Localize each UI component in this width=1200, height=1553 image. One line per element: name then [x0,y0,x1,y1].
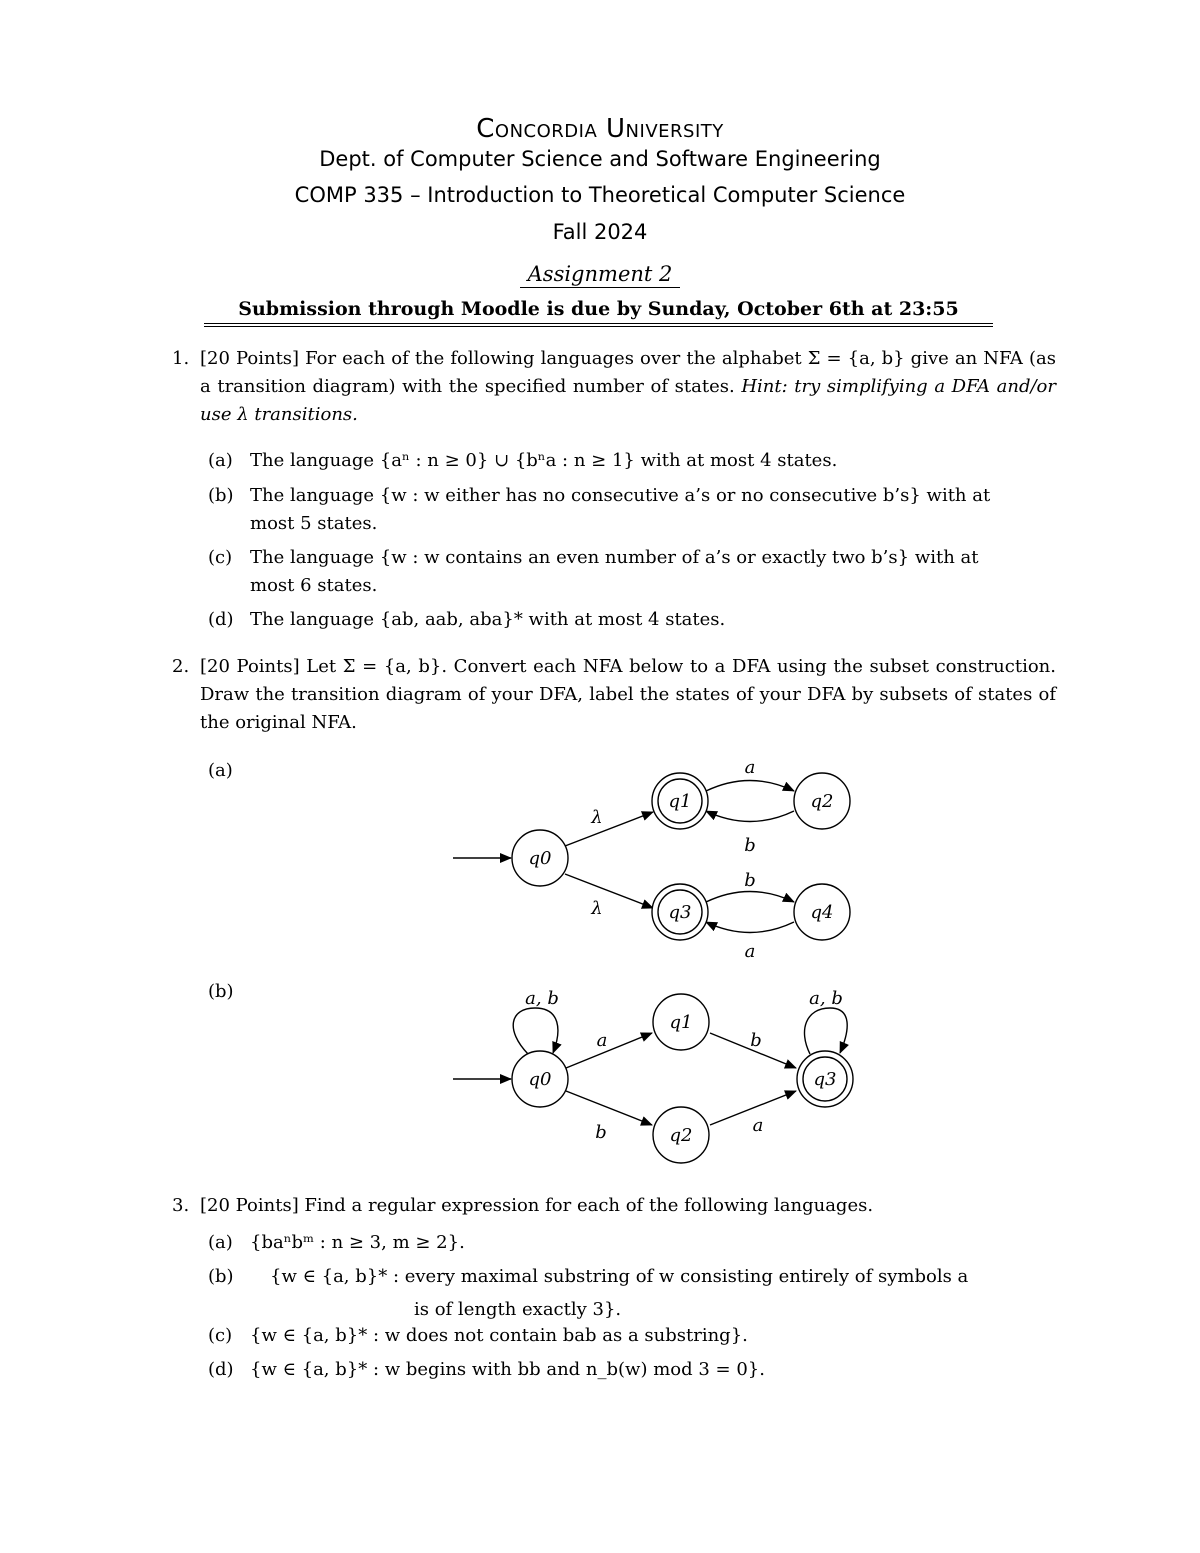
q3-part-c-label: (c) [208,1325,233,1346]
nfa-a-q4-label: q4 [810,902,834,923]
q1-part-c-text-cont: most 6 states. [250,575,378,596]
q1-intro-text: [20 Points] For each of the following languages over the alphabet Σ = {a, b} give an NFA (as a transition diagram) with the specified number of states. [200,348,1056,397]
nfa-b-loop-q3-label: a, b [809,988,843,1009]
nfa-a-edge-q1-q2 [706,781,794,792]
q1-part-a-text: The language {aⁿ : n ≥ 0} ∪ {bⁿa : n ≥ 1} with at most 4 states. [250,450,838,471]
nfa-b-edge-q0-q2 [566,1091,652,1125]
nfa-a-edge-q0-q3-label: λ [591,898,603,919]
due-date: Submission through Moodle is due by Sunday, October 6th at 23:55 [204,298,993,327]
department-name: Dept. of Computer Science and Software Engineering [319,147,881,171]
q3-number: 3. [172,1195,190,1216]
nfa-b-edge-q0-q1 [566,1033,652,1068]
nfa-b-edge-q2-q3-label: a [752,1115,764,1136]
q3-part-a-label: (a) [208,1232,233,1253]
q3-part-c-text: {w ∈ {a, b}* : w does not contain bab as a substring}. [250,1325,748,1346]
nfa-b [453,994,853,1163]
nfa-b-q2-label: q2 [669,1125,693,1146]
q1-number: 1. [172,348,190,369]
nfa-a-edge-q0-q1-label: λ [591,807,603,828]
nfa-a-edge-q0-q3 [565,874,653,908]
nfa-a-edge-q2-q1-label: b [744,835,756,856]
q1-part-d-label: (d) [208,609,234,630]
q3-part-d-text: {w ∈ {a, b}* : w begins with bb and n_b(w) mod 3 = 0}. [250,1359,765,1380]
nfa-a-edge-q3-q4-label: b [744,870,756,891]
nfa-a-edge-q1-q2-label: a [744,757,756,778]
nfa-b-q0-label: q0 [528,1069,552,1090]
q1-hint: Hint: try simplifying a DFA and/or use λ transitions. [200,376,1056,425]
nfa-b-q3-label: q3 [813,1069,837,1090]
nfa-a-edge-q4-q3-label: a [744,941,756,962]
q1-part-c-label: (c) [208,547,233,568]
nfa-a-q3-label: q3 [668,902,692,923]
nfa-a-edge-q2-q1 [706,811,794,822]
q3-part-b-text-cont: is of length exactly 3}. [414,1299,622,1320]
university-name: Concordia University [476,114,724,144]
q1-part-c-text: The language {w : w contains an even number of a’s or exactly two b’s} with at [250,547,979,568]
nfa-a [453,773,850,940]
q3-part-b-label: (b) [208,1266,234,1287]
nfa-a-edge-q0-q1 [565,812,653,846]
q1-part-b-text-cont: most 5 states. [250,513,378,534]
q3-part-b-text: {w ∈ {a, b}* : every maximal substring of w consisting entirely of symbols a [270,1266,969,1287]
course-title: COMP 335 – Introduction to Theoretical Computer Science [294,183,906,207]
nfa-b-edge-q0-q1-label: a [596,1030,608,1051]
nfa-b-loop-q0-label: a, b [525,988,559,1009]
q3-intro: [20 Points] Find a regular expression for each of the following languages. [200,1195,874,1216]
nfa-b-edge-q0-q2-label: b [595,1122,607,1143]
q1-part-d-text: The language {ab, aab, aba}* with at most 4 states. [250,609,726,630]
nfa-a-edge-q3-q4 [706,892,794,903]
nfa-b-edge-q1-q3-label: b [750,1030,762,1051]
nfa-b-loop-q3 [804,1008,847,1054]
nfa-a-q1-label: q1 [668,791,692,812]
nfa-a-q0-label: q0 [528,848,552,869]
nfa-b-loop-q0 [513,1008,558,1054]
q2-diagram-b-label: (b) [208,981,234,1002]
q1-part-a-label: (a) [208,450,233,471]
q2-number: 2. [172,656,190,677]
nfa-a-q2-label: q2 [810,791,834,812]
assignment-title: Assignment 2 [520,262,681,288]
q1-part-b-text: The language {w : w either has no consecutive a’s or no consecutive b’s} with at [250,485,991,506]
q1-part-b-label: (b) [208,485,234,506]
nfa-a-edge-q4-q3 [706,922,794,933]
q3-part-d-label: (d) [208,1359,234,1380]
q2-diagram-a-label: (a) [208,760,233,781]
term: Fall 2024 [552,220,648,244]
nfa-b-q1-label: q1 [669,1012,693,1033]
q3-part-a-text: {baⁿbᵐ : n ≥ 3, m ≥ 2}. [250,1232,465,1253]
q2-intro: [20 Points] Let Σ = {a, b}. Convert each NFA below to a DFA using the subset construction. Draw the transition diagram of your DFA, label the states of your DFA by subsets of states of the original NFA. [200,656,1056,733]
